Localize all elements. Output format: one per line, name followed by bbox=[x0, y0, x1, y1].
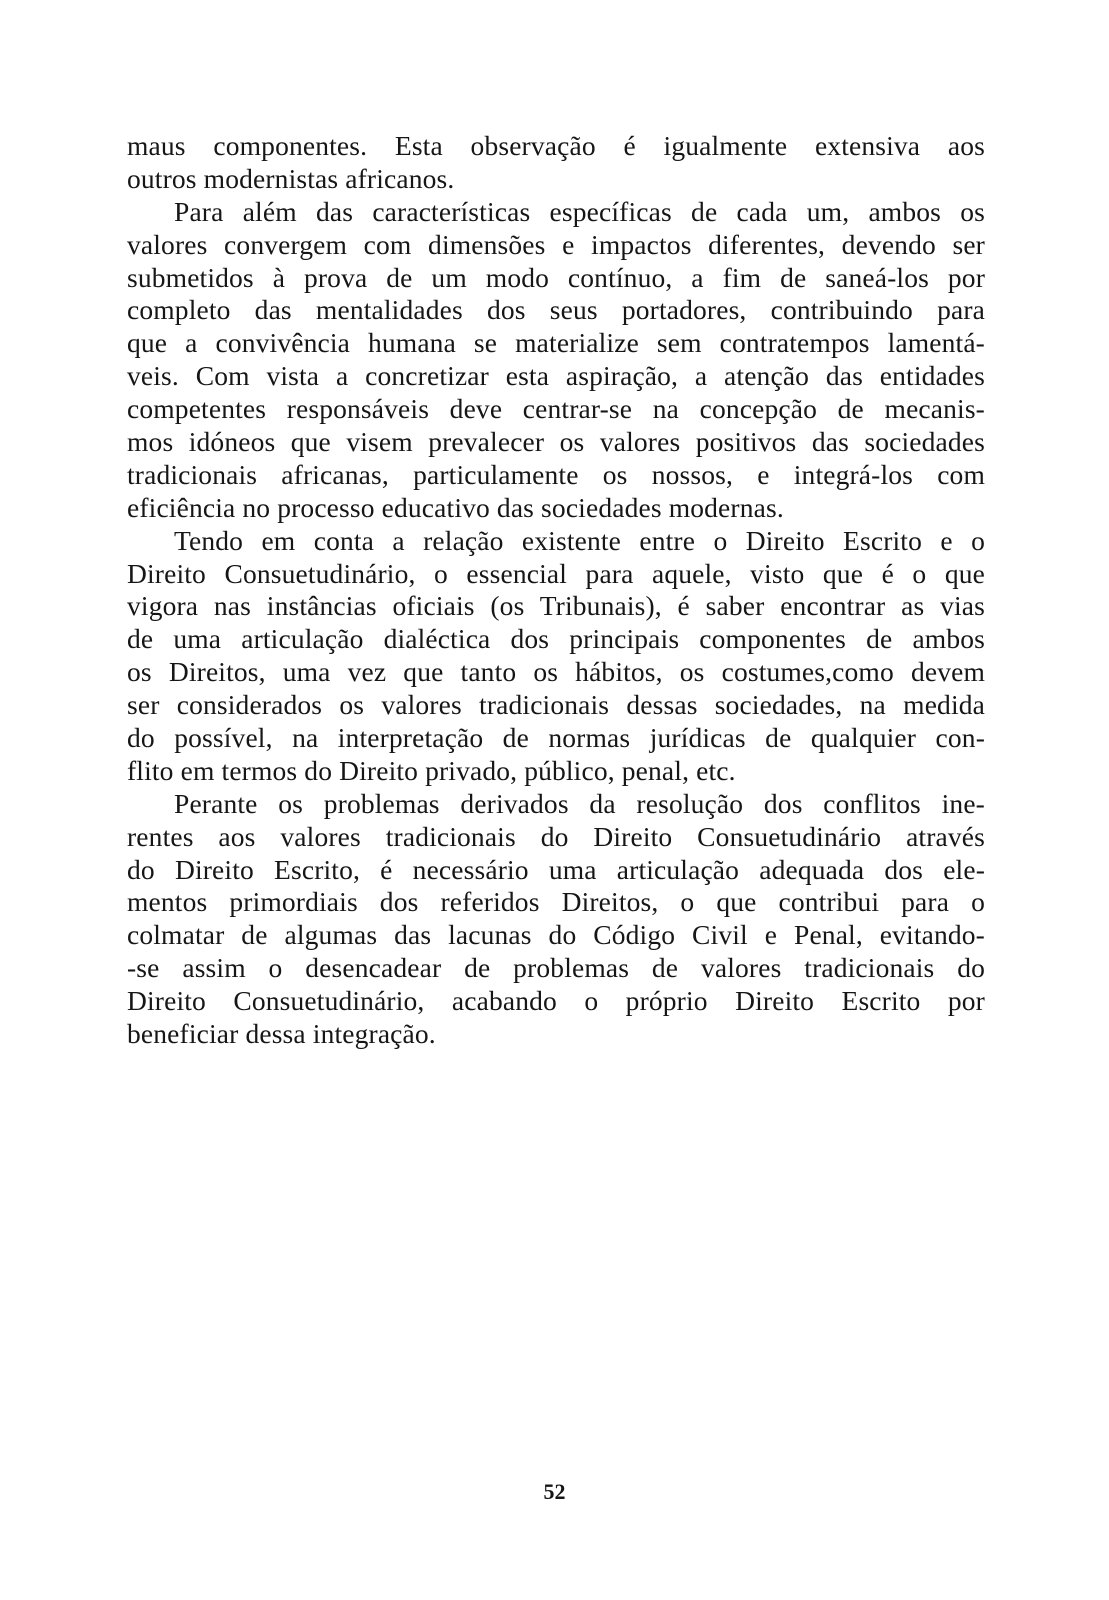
text-line: completo das mentalidades dos seus portadores, contribuindo para bbox=[127, 294, 985, 326]
text-line: de uma articulação dialéctica dos principais componentes de ambos bbox=[127, 623, 985, 655]
text-line: flito em termos do Direito privado, público, penal, etc. bbox=[127, 754, 736, 786]
text-line: Direito Consuetudinário, acabando o próprio Direito Escrito por bbox=[127, 985, 985, 1017]
text-line: colmatar de algumas das lacunas do Código Civil e Penal, evitando- bbox=[127, 919, 985, 951]
text-line: os Direitos, uma vez que tanto os hábitos, os costumes,como devem bbox=[127, 656, 985, 688]
text-line: valores convergem com dimensões e impactos diferentes, devendo ser bbox=[127, 228, 985, 260]
text-line: Direito Consuetudinário, o essencial para aquele, visto que é o que bbox=[127, 557, 985, 589]
text-line: mos idóneos que visem prevalecer os valores positivos das sociedades bbox=[127, 426, 985, 458]
text-line: veis. Com vista a concretizar esta aspiração, a atenção das entidades bbox=[127, 360, 985, 392]
text-line: Perante os problemas derivados da resolução dos conflitos ine- bbox=[174, 787, 985, 819]
text-line: beneficiar dessa integração. bbox=[127, 1018, 436, 1050]
text-line: -se assim o desencadear de problemas de valores tradicionais do bbox=[127, 952, 985, 984]
text-line: rentes aos valores tradicionais do Direito Consuetudinário através bbox=[127, 820, 985, 852]
text-line: competentes responsáveis deve centrar-se na concepção de mecanis- bbox=[127, 393, 985, 425]
text-line: do Direito Escrito, é necessário uma articulação adequada dos ele- bbox=[127, 853, 985, 885]
text-line: maus componentes. Esta observação é igualmente extensiva aos bbox=[127, 130, 985, 161]
text-line: tradicionais africanas, particulamente os nossos, e integrá-los com bbox=[127, 458, 985, 490]
text-line: do possível, na interpretação de normas jurídicas de qualquier con- bbox=[127, 722, 985, 754]
text-line: que a convivência humana se materialize sem contratempos lamentá- bbox=[127, 327, 985, 359]
text-line: vigora nas instâncias oficiais (os Tribunais), é saber encontrar as vias bbox=[127, 590, 985, 622]
text-line: eficiência no processo educativo das sociedades modernas. bbox=[127, 491, 784, 523]
text-line: submetidos à prova de um modo contínuo, a fim de saneá-los por bbox=[127, 261, 985, 293]
body-text bbox=[127, 130, 985, 1051]
text-line: mentos primordiais dos referidos Direitos, o que contribui para o bbox=[127, 886, 985, 918]
page-number: 52 bbox=[543, 1479, 566, 1504]
text-line: outros modernistas africanos. bbox=[127, 162, 455, 194]
text-line: Tendo em conta a relação existente entre o Direito Escrito e o bbox=[174, 524, 985, 556]
text-line: ser considerados os valores tradicionais dessas sociedades, na medida bbox=[127, 689, 985, 721]
text-line: Para além das características específicas de cada um, ambos os bbox=[174, 195, 985, 227]
